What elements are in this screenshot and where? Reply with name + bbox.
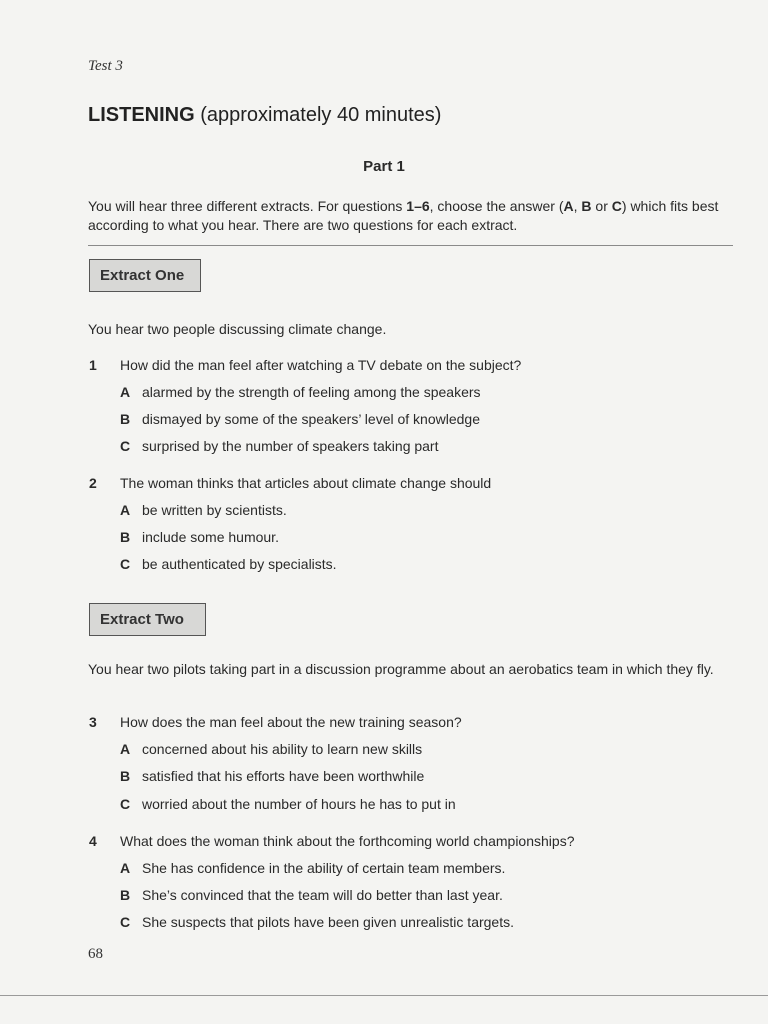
option-text: dismayed by some of the speakers’ level of knowledge: [142, 411, 480, 427]
option-text: alarmed by the strength of feeling among the speakers: [142, 384, 481, 400]
option-text: She suspects that pilots have been given unrealistic targets.: [142, 914, 514, 930]
option-letter: C: [120, 556, 131, 572]
extract-two-context: You hear two pilots taking part in a discussion programme about an aerobatics team in which they fly.: [88, 661, 714, 677]
option-letter: A: [120, 741, 131, 757]
question-number: 3: [89, 714, 97, 730]
question-text: How did the man feel after watching a TV debate on the subject?: [120, 357, 522, 373]
question-number: 4: [89, 833, 97, 849]
option-letter: A: [120, 502, 131, 518]
option-text: satisfied that his efforts have been worthwhile: [142, 768, 425, 784]
instructions-letter-a: A: [563, 198, 574, 214]
page-number: 68: [88, 946, 103, 962]
option-text: be authenticated by specialists.: [142, 556, 337, 572]
instructions-question-range: 1–6: [406, 198, 430, 214]
part-title: Part 1: [363, 158, 405, 175]
section-title: [88, 104, 441, 127]
option-letter: A: [120, 384, 131, 400]
instructions-text: or: [591, 198, 612, 214]
option-text: be written by scientists.: [142, 502, 287, 518]
option-text: She’s convinced that the team will do better than last year.: [142, 887, 503, 903]
question-number: 2: [89, 475, 97, 491]
option-letter: B: [120, 887, 131, 903]
instructions-text: ) which fits best according to what you hear. There are two questions for each extract.: [88, 198, 719, 233]
question-text: The woman thinks that articles about climate change should: [120, 475, 492, 491]
test-label: Test 3: [88, 58, 123, 74]
option-text: worried about the number of hours he has to put in: [142, 796, 456, 812]
option-letter: B: [120, 529, 131, 545]
option-letter: C: [120, 914, 131, 930]
option-letter: A: [120, 860, 131, 876]
question-text: What does the woman think about the forthcoming world championships?: [120, 833, 575, 849]
question-number: 1: [89, 357, 97, 373]
question-text: How does the man feel about the new training season?: [120, 714, 462, 730]
option-text: She has confidence in the ability of certain team members.: [142, 860, 506, 876]
part-instructions: [88, 197, 736, 235]
option-text: surprised by the number of speakers taking part: [142, 438, 439, 454]
option-letter: B: [120, 411, 131, 427]
extract-one-context: You hear two people discussing climate change.: [88, 321, 387, 337]
instructions-letter-b: B: [581, 198, 592, 214]
option-text: concerned about his ability to learn new skills: [142, 741, 423, 757]
option-text: include some humour.: [142, 529, 279, 545]
section-title-rest: (approximately 40 minutes): [194, 104, 442, 126]
option-letter: C: [120, 438, 131, 454]
option-letter: B: [120, 768, 131, 784]
instructions-letter-c: C: [611, 198, 622, 214]
extract-two-label: Extract Two: [89, 603, 206, 636]
option-letter: C: [120, 796, 131, 812]
instructions-text: ,: [573, 198, 582, 214]
instructions-text: , choose the answer (: [429, 198, 564, 214]
divider-line: [88, 245, 733, 246]
section-title-bold: LISTENING: [88, 104, 195, 126]
instructions-text: You will hear three different extracts. For questions: [88, 198, 407, 214]
page-bottom-edge: [0, 995, 768, 996]
extract-one-label: Extract One: [89, 259, 201, 292]
